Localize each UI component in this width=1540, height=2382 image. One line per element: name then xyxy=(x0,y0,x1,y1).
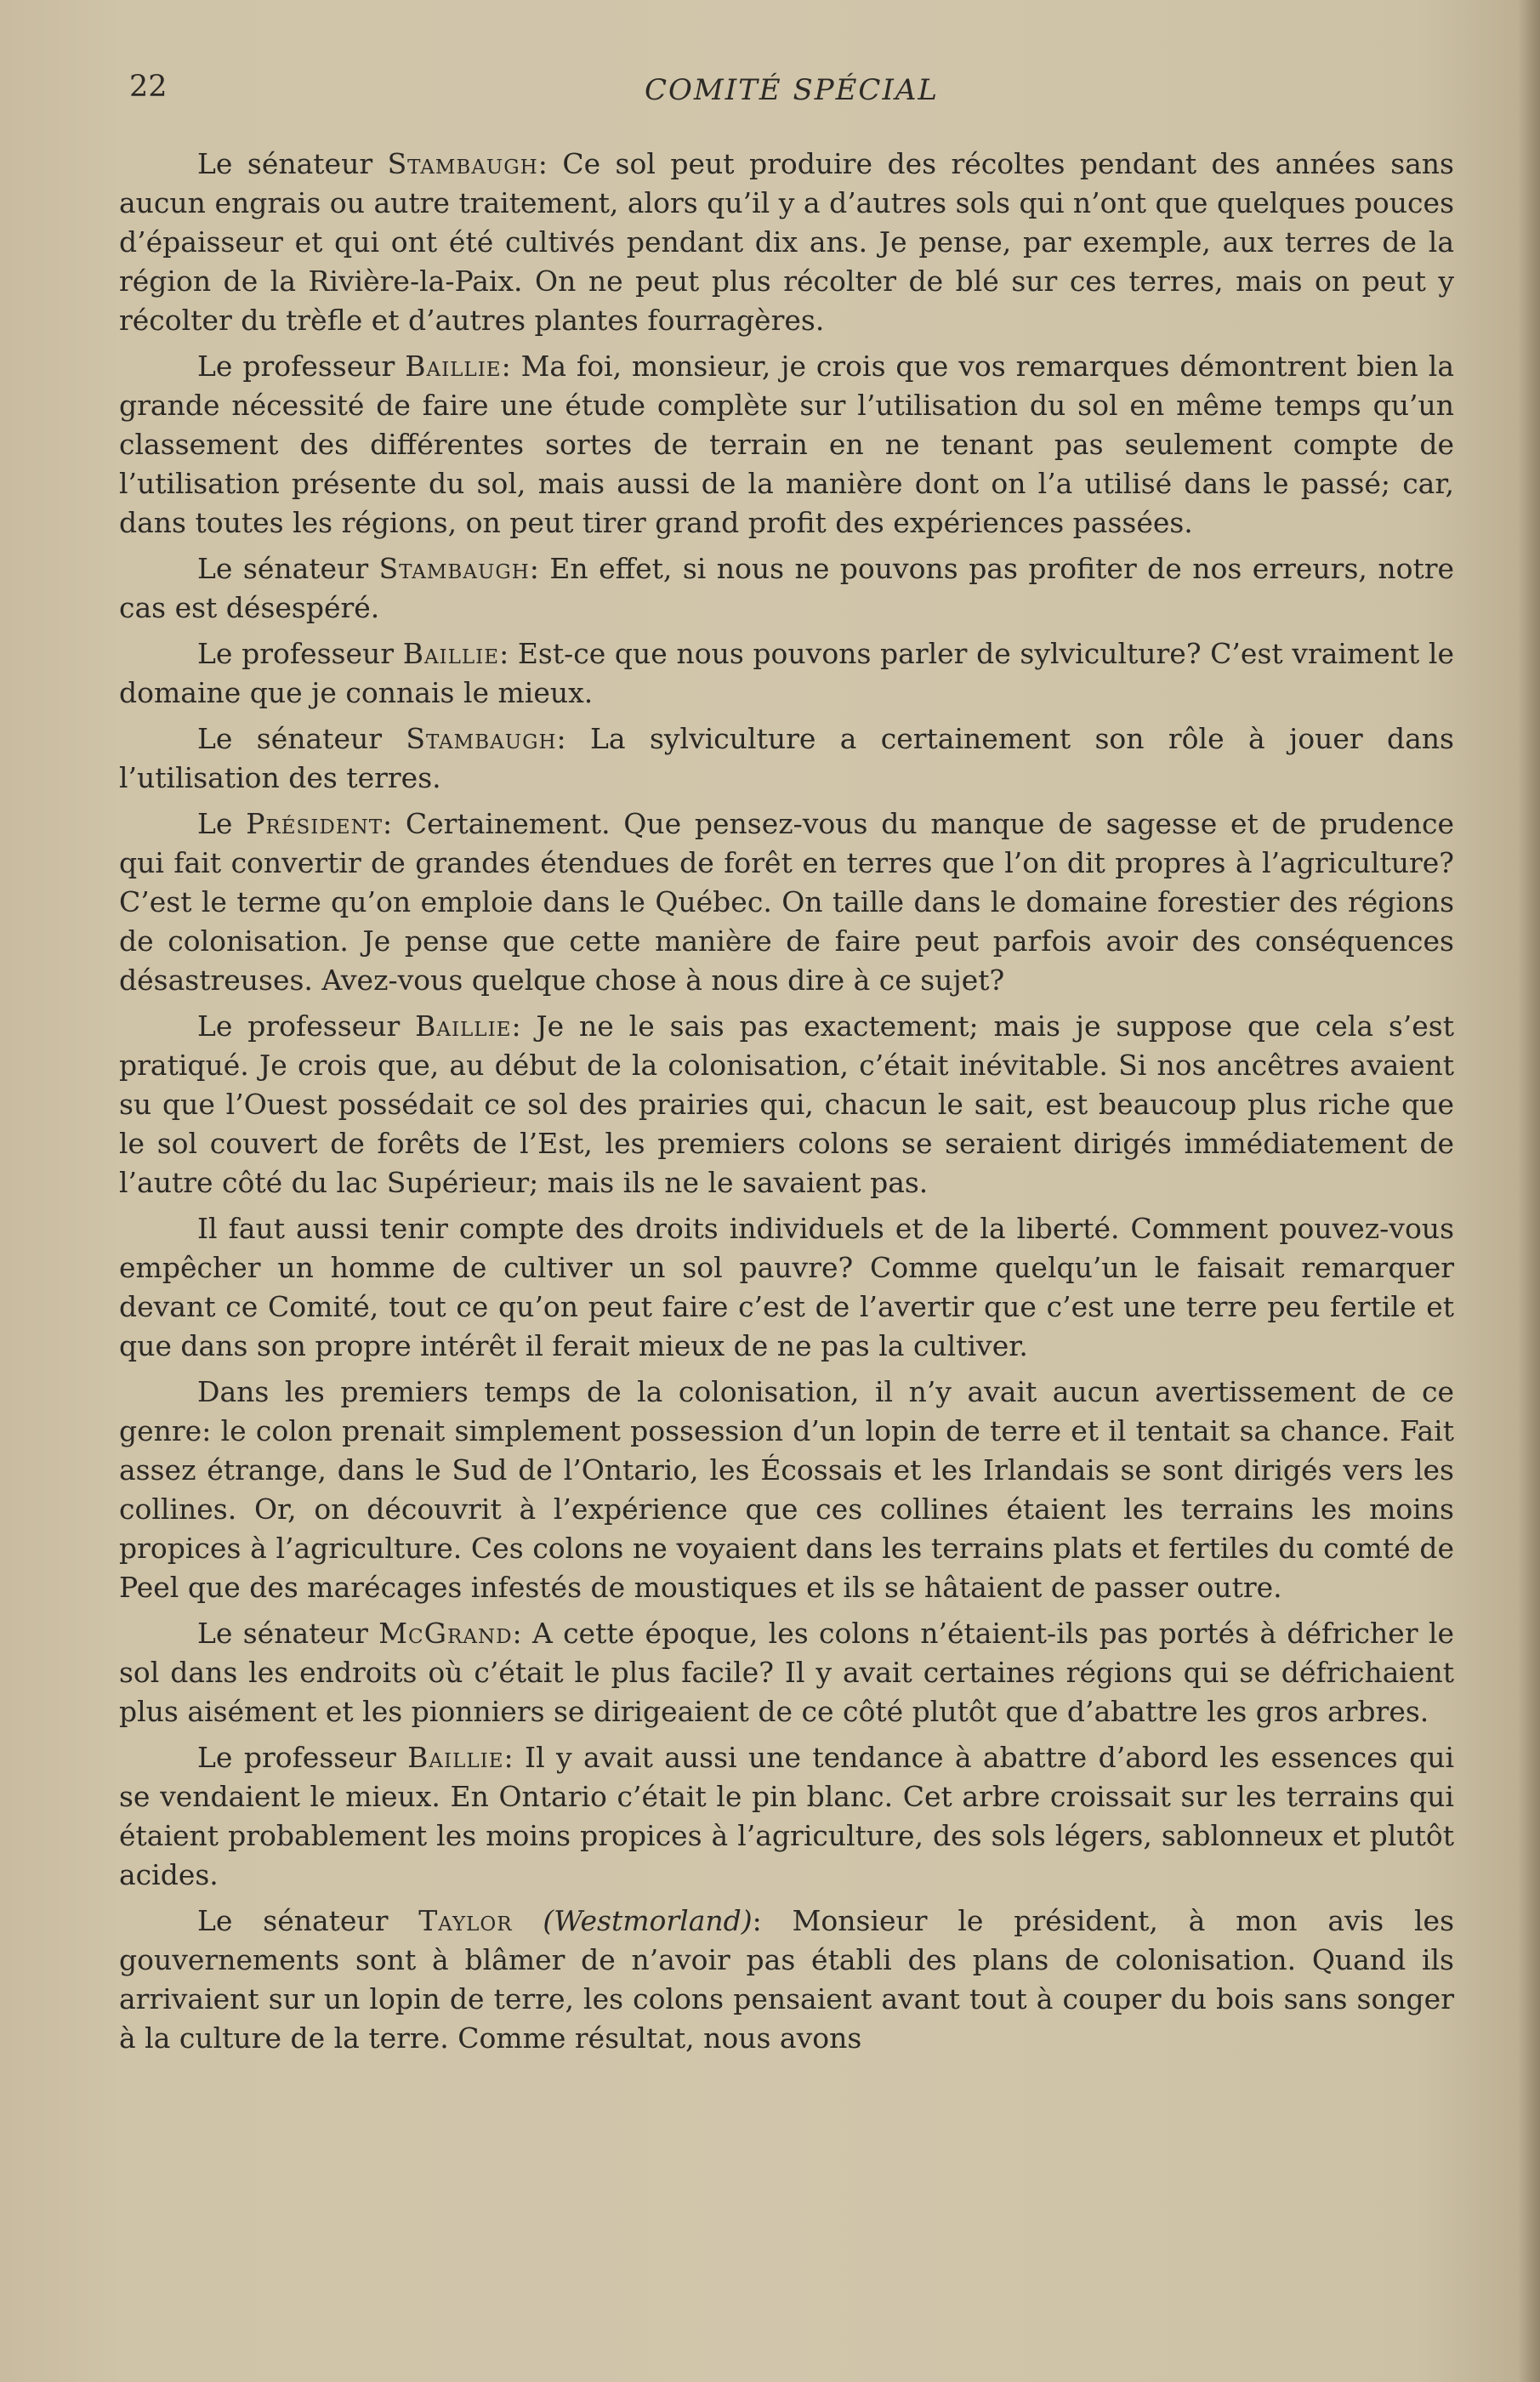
speaker-separator: : xyxy=(503,1741,526,1774)
speaker-name: Stambaugh xyxy=(387,147,538,180)
paragraph xyxy=(119,549,1454,628)
speaker-lead: Le professeur xyxy=(197,637,403,670)
speaker-lead: Le sénateur xyxy=(197,722,406,755)
running-title: COMITÉ SPÉCIAL xyxy=(645,73,940,107)
speaker-name: Stambaugh xyxy=(406,722,557,755)
speaker-lead: Le sénateur xyxy=(197,147,388,180)
page-header xyxy=(129,70,1456,121)
speaker-lead: Le sénateur xyxy=(197,552,379,585)
speaker-separator: : xyxy=(383,807,406,840)
speaker-name: Stambaugh xyxy=(378,552,530,585)
speaker-name: McGrand xyxy=(378,1617,513,1650)
speaker-lead: Le professeur xyxy=(197,1741,408,1774)
speaker-separator: : xyxy=(556,722,591,755)
speaker-separator: : xyxy=(512,1617,532,1650)
paragraph xyxy=(119,145,1454,340)
paragraph xyxy=(119,1902,1454,2058)
paragraph xyxy=(119,1614,1454,1731)
speaker-lead: Le sénateur xyxy=(197,1617,379,1650)
speaker-lead: Le professeur xyxy=(197,1009,416,1043)
paragraph-text: Ce sol peut produire des récoltes pendant des années sans aucun engrais ou autre traitement, alors qu’il y a d’autres sols qui n’ont que quelques pouces d’épaisseur et qui ont été cultivés pendant dix ans. Je pense, par exemple, aux terres de la région de la Rivière-la-Paix. On ne peut plus récolter de blé sur ces terres, mais on peut y récolter du trèfle et d’autres plantes fourragères. xyxy=(119,147,1454,337)
paragraph-text: En effet, si nous ne pouvons pas profiter de nos erreurs, notre cas est désespéré. xyxy=(119,552,1455,624)
speaker-separator: : xyxy=(501,350,521,383)
speaker-separator: : xyxy=(537,147,563,180)
paragraph xyxy=(119,634,1454,713)
paragraph-text: Ma foi, monsieur, je crois que vos remarques démontrent bien la grande nécessité de faire une étude complète sur l’utilisation du sol en même temps qu’un classement des différentes sortes de terrain en ne tenant pas seulement compte de l’utilisation présente du sol, mais aussi de la manière dont on l’a utilisé dans le passé; car, dans toutes les régions, on peut tirer grand profit des expériences passées. xyxy=(119,350,1455,539)
paragraph-text: Monsieur le président, à mon avis les gouvernements sont à blâmer de n’avoir pas établi des plans de colonisation. Quand ils arrivaient sur un lopin de terre, les colons pensaient avant tout à couper du bois sans songer à la culture de la terre. Comme résultat, nous avons xyxy=(119,1904,1454,2055)
paragraph-text: Certainement. Que pensez-vous du manque de sagesse et de prudence qui fait convertir de grandes étendues de forêt en terres que l’on dit propres à l’agriculture? C’est le terme qu’on emploie dans le Québec. On taille dans le domaine forestier des régions de colonisation. Je pense que cette manière de faire peut parfois avoir des conséquences désastreuses. Avez-vous quelque chose à nous dire à ce sujet? xyxy=(119,807,1454,997)
speaker-lead: Le professeur xyxy=(197,350,406,383)
speaker-lead: Le sénateur xyxy=(197,1904,419,1937)
paragraph xyxy=(119,1373,1454,1607)
paragraph xyxy=(119,1007,1454,1202)
paragraph xyxy=(119,804,1454,1000)
speaker-name: Taylor xyxy=(418,1904,513,1937)
paragraph-text: Dans les premiers temps de la colonisation, il n’y avait aucun avertissement de ce genre: le colon prenait simplement possession d’un lopin de terre et il tentait sa chance. Fait assez étrange, dans le Sud de l’Ontario, les Écossais et les Irlandais se sont dirigés vers les collines. Or, on découvrit à l’expérience que ces collines étaient les terrains les moins propices à l’agriculture. Ces colons ne voyaient dans les terrains plats et fertiles du comté de Peel que des marécages infestés de moustiques et ils se hâtaient de passer outre. xyxy=(119,1375,1454,1604)
paragraph xyxy=(119,347,1454,543)
speaker-name: Baillie xyxy=(415,1009,512,1043)
speaker-name: Baillie xyxy=(405,350,502,383)
paragraph-text: Il faut aussi tenir compte des droits individuels et de la liberté. Comment pouvez-vous empêcher un homme de cultiver un sol pauvre? Comme quelqu’un le faisait remarquer devant ce Comité, tout ce qu’on peut faire c’est de l’avertir que c’est une terre peu fertile et que dans son propre intérêt il ferait mieux de ne pas la cultiver. xyxy=(119,1212,1454,1362)
speaker-separator: : xyxy=(511,1009,537,1043)
paragraph-text: A cette époque, les colons n’étaient-ils pas portés à défricher le sol dans les endroits où c’était le plus facile? Il y avait certaines régions qui se défrichaient plus aisément et les pionniers se dirigeaient de ce côté plutôt que d’abattre les gros arbres. xyxy=(119,1617,1454,1728)
page-binding-shadow xyxy=(1518,0,1540,2382)
speaker-name: Président xyxy=(246,807,384,840)
paragraph-text: La sylviculture a certainement son rôle à jouer dans l’utilisation des terres. xyxy=(119,722,1454,794)
paragraph-text: Est-ce que nous pouvons parler de sylviculture? C’est vraiment le domaine que je connais le mieux. xyxy=(119,637,1454,709)
speaker-riding: (Westmorland) xyxy=(543,1904,753,1937)
paragraph-text: Il y avait aussi une tendance à abattre d’abord les essences qui se vendaient le mieux. En Ontario c’était le pin blanc. Cet arbre croissait sur les terrains qui étaient probablement les moins propices à l’agriculture, des sols légers, sablonneux et plutôt acides. xyxy=(119,1741,1454,1891)
paragraph xyxy=(119,1738,1454,1895)
page-body xyxy=(119,145,1454,2065)
speaker-name: Baillie xyxy=(402,637,500,670)
paragraph xyxy=(119,1209,1454,1366)
speaker-separator: : xyxy=(499,637,518,670)
speaker-lead: Le xyxy=(197,807,247,840)
speaker-separator: : xyxy=(752,1904,793,1937)
speaker-name: Baillie xyxy=(407,1741,504,1774)
speaker-separator: : xyxy=(529,552,550,585)
paragraph-text: Je ne le sais pas exactement; mais je suppose que cela s’est pratiqué. Je crois que, au début de la colonisation, c’était inévitable. Si nos ancêtres avaient su que l’Ouest possédait ce sol des prairies qui, chacun le sait, est beaucoup plus riche que le sol couvert de forêts de l’Est, les premiers colons se seraient dirigés immédiatement de l’autre côté du lac Supérieur; mais ils ne le savaient pas. xyxy=(119,1009,1454,1199)
page-number: 22 xyxy=(129,70,168,104)
paragraph xyxy=(119,719,1454,798)
